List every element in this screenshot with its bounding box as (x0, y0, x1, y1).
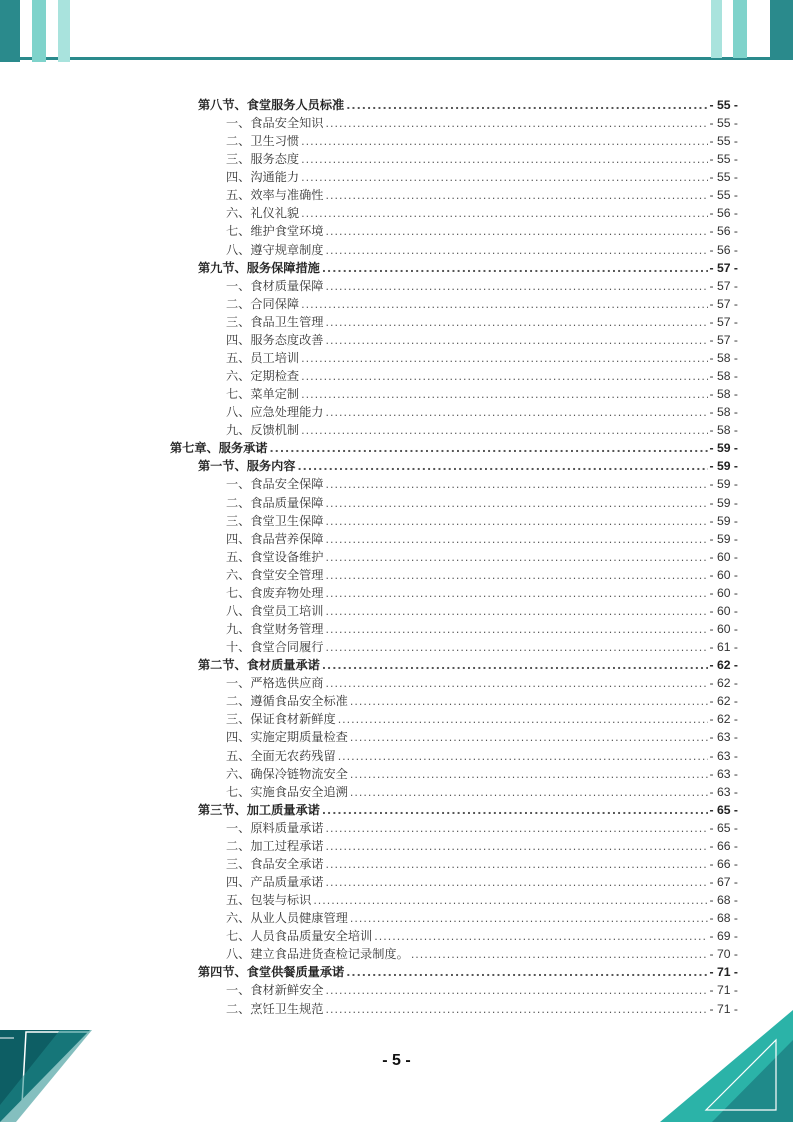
toc-entry-label: 七、食废弃物处理 (226, 585, 324, 600)
toc-entry-label: 第八节、食堂服务人员标准 (198, 98, 345, 112)
toc-dot-leader (326, 513, 708, 530)
toc-subsection-entry[interactable] (226, 873, 738, 891)
toc-entry-page: - 63 - (709, 748, 738, 763)
toc-subsection-entry[interactable] (226, 385, 738, 403)
toc-entry-label: 三、保证食材新鲜度 (226, 712, 336, 727)
toc-entry-label: 五、全面无农药残留 (226, 748, 336, 763)
toc-entry-page: - 55 - (709, 98, 738, 112)
toc-entry-page: - 56 - (709, 224, 738, 239)
toc-entry-label: 二、合同保障 (226, 296, 300, 311)
toc-entry-label: 五、员工培训 (226, 350, 300, 365)
toc-entry-label: 二、遵循食品安全标准 (226, 694, 348, 709)
toc-dot-leader (338, 748, 708, 765)
toc-entry-page: - 59 - (709, 459, 738, 474)
toc-subsection-entry[interactable] (226, 548, 738, 566)
toc-dot-leader (326, 476, 708, 493)
toc-dot-leader (298, 458, 708, 475)
toc-dot-leader (301, 386, 707, 403)
toc-subsection-entry[interactable] (226, 783, 738, 801)
toc-dot-leader (350, 910, 708, 927)
toc-entry-page: - 63 - (709, 730, 738, 745)
toc-entry-page: - 59 - (709, 531, 738, 546)
toc-subsection-entry[interactable] (226, 530, 738, 548)
toc-entry-page: - 55 - (709, 170, 738, 185)
toc-entry-page: - 61 - (709, 640, 738, 655)
toc-subsection-entry[interactable] (226, 222, 738, 240)
toc-section-entry[interactable] (198, 259, 738, 277)
toc-dot-leader (374, 928, 707, 945)
toc-entry-label: 四、沟通能力 (226, 170, 300, 185)
toc-subsection-entry[interactable] (226, 367, 738, 385)
toc-subsection-entry[interactable] (226, 765, 738, 783)
toc-entry-label: 六、确保冷链物流安全 (226, 766, 348, 781)
toc-entry-page: - 60 - (709, 622, 738, 637)
toc-subsection-entry[interactable] (226, 674, 738, 692)
toc-entry-label: 二、卫生习惯 (226, 134, 300, 149)
toc-entry-page: - 62 - (709, 676, 738, 691)
toc-subsection-entry[interactable] (226, 241, 738, 259)
toc-entry-label: 七、实施食品安全追溯 (226, 784, 348, 799)
toc-entry-label: 五、效率与准确性 (226, 188, 324, 203)
toc-subsection-entry[interactable] (226, 421, 738, 439)
toc-entry-label: 四、实施定期质量检查 (226, 730, 348, 745)
toc-subsection-entry[interactable] (226, 819, 738, 837)
toc-entry-label: 第七章、服务承诺 (170, 441, 268, 456)
toc-entry-label: 六、定期检查 (226, 369, 300, 384)
toc-subsection-entry[interactable] (226, 747, 738, 765)
toc-entry-label: 三、食堂卫生保障 (226, 513, 324, 528)
toc-entry-page: - 56 - (709, 206, 738, 221)
toc-subsection-entry[interactable] (226, 277, 738, 295)
toc-dot-leader (350, 784, 708, 801)
toc-entry-label: 七、菜单定制 (226, 387, 300, 402)
toc-subsection-entry[interactable] (226, 475, 738, 493)
toc-subsection-entry[interactable] (226, 620, 738, 638)
toc-entry-label: 六、从业人员健康管理 (226, 911, 348, 926)
toc-entry-label: 一、原料质量承诺 (226, 820, 324, 835)
toc-dot-leader (326, 567, 708, 584)
toc-entry-label: 三、食品卫生管理 (226, 314, 324, 329)
toc-entry-page: - 58 - (709, 350, 738, 365)
toc-dot-leader (326, 820, 708, 837)
toc-entry-label: 二、食品质量保障 (226, 495, 324, 510)
toc-subsection-entry[interactable] (226, 512, 738, 530)
toc-entry-page: - 57 - (709, 296, 738, 311)
toc-entry-label: 四、食品营养保障 (226, 531, 324, 546)
toc-chapter-entry[interactable] (170, 439, 738, 457)
toc-subsection-entry[interactable] (226, 186, 738, 204)
toc-entry-label: 第一节、服务内容 (198, 459, 296, 474)
toc-dot-leader (301, 368, 707, 385)
toc-entry-page: - 70 - (709, 947, 738, 962)
toc-subsection-entry[interactable] (226, 204, 738, 222)
toc-dot-leader (326, 278, 708, 295)
toc-subsection-entry[interactable] (226, 168, 738, 186)
toc-entry-label: 第九节、服务保障措施 (198, 260, 320, 275)
toc-subsection-entry[interactable] (226, 945, 738, 963)
toc-entry-page: - 59 - (709, 513, 738, 528)
toc-dot-leader (326, 404, 708, 421)
toc-entry-page: - 66 - (709, 856, 738, 871)
toc-subsection-entry[interactable] (226, 150, 738, 168)
toc-entry-page: - 63 - (709, 784, 738, 799)
toc-dot-leader (326, 223, 708, 240)
toc-dot-leader (326, 314, 708, 331)
toc-entry-page: - 58 - (709, 405, 738, 420)
toc-dot-leader (322, 802, 708, 819)
toc-entry-label: 九、反馈机制 (226, 423, 300, 438)
toc-entry-label: 第四节、食堂供餐质量承诺 (198, 965, 345, 980)
toc-entry-page: - 58 - (709, 369, 738, 384)
toc-subsection-entry[interactable] (226, 602, 738, 620)
toc-dot-leader (326, 115, 708, 132)
toc-entry-page: - 65 - (709, 820, 738, 835)
toc-dot-leader (346, 97, 707, 114)
toc-entry-page: - 67 - (709, 875, 738, 889)
toc-subsection-entry[interactable] (226, 927, 738, 945)
toc-entry-label: 六、食堂安全管理 (226, 567, 324, 582)
toc-entry-label: 六、礼仪礼貌 (226, 206, 300, 221)
toc-entry-page: - 68 - (709, 893, 738, 908)
toc-entry-page: - 63 - (709, 766, 738, 781)
toc-section-entry[interactable] (198, 801, 738, 819)
toc-entry-label: 四、产品质量承诺 (226, 875, 324, 889)
toc-dot-leader (301, 169, 707, 186)
toc-dot-leader (326, 585, 708, 602)
toc-entry-page: - 55 - (709, 116, 738, 131)
toc-dot-leader (322, 657, 708, 674)
toc-entry-page: - 60 - (709, 567, 738, 582)
toc-entry-label: 一、严格选供应商 (226, 676, 324, 691)
toc-subsection-entry[interactable] (226, 331, 738, 349)
toc-entry-label: 二、加工过程承诺 (226, 838, 324, 853)
toc-entry-page: - 60 - (709, 603, 738, 618)
toc-dot-leader (350, 729, 708, 746)
toc-subsection-entry[interactable] (226, 403, 738, 421)
toc-entry-page: - 55 - (709, 188, 738, 203)
toc-entry-page: - 55 - (709, 152, 738, 167)
toc-subsection-entry[interactable] (226, 855, 738, 873)
toc-entry-page: - 68 - (709, 911, 738, 926)
toc-dot-leader (326, 531, 708, 548)
toc-dot-leader (301, 350, 707, 367)
toc-dot-leader (411, 946, 708, 963)
toc-entry-label: 八、食堂员工培训 (226, 603, 324, 618)
toc-entry-page: - 71 - (709, 983, 738, 998)
toc-entry-page: - 59 - (709, 477, 738, 492)
toc-subsection-entry[interactable] (226, 584, 738, 602)
toc-entry-label: 第三节、加工质量承诺 (198, 802, 320, 817)
toc-subsection-entry[interactable] (226, 114, 738, 132)
toc-entry-page: - 60 - (709, 585, 738, 600)
toc-entry-page: - 57 - (709, 278, 738, 293)
toc-entry-page: - 66 - (709, 838, 738, 853)
toc-entry-page: - 62 - (709, 694, 738, 709)
toc-entry-page: - 57 - (709, 332, 738, 347)
toc-subsection-entry[interactable] (226, 494, 738, 512)
toc-entry-label: 五、包装与标识 (226, 893, 312, 908)
toc-dot-leader (301, 205, 707, 222)
toc-entry-label: 一、食品安全知识 (226, 116, 324, 131)
toc-dot-leader (326, 874, 708, 891)
toc-dot-leader (326, 332, 708, 349)
toc-entry-label: 九、食堂财务管理 (226, 622, 324, 637)
toc-entry-label: 十、食堂合同履行 (226, 640, 324, 655)
toc-entry-page: - 57 - (709, 314, 738, 329)
toc-dot-leader (326, 856, 708, 873)
toc-entry-label: 五、食堂设备维护 (226, 549, 324, 564)
toc-dot-leader (326, 982, 708, 999)
toc-dot-leader (350, 766, 708, 783)
toc-entry-label: 一、食材新鲜安全 (226, 983, 324, 998)
toc-section-entry[interactable] (198, 457, 738, 475)
toc-entry-page: - 62 - (709, 712, 738, 727)
toc-entry-page: - 71 - (709, 965, 738, 980)
toc-dot-leader (326, 549, 708, 566)
toc-entry-label: 七、人员食品质量安全培训 (226, 929, 373, 944)
toc-section-entry[interactable] (198, 656, 738, 674)
toc-subsection-entry[interactable] (226, 566, 738, 584)
toc-entry-label: 一、食材质量保障 (226, 278, 324, 293)
toc-dot-leader (326, 639, 708, 656)
toc-entry-label: 八、建立食品进货查检记录制度。 (226, 947, 409, 962)
toc-entry-page: - 58 - (709, 387, 738, 402)
toc-subsection-entry[interactable] (226, 638, 738, 656)
toc-subsection-entry[interactable] (226, 837, 738, 855)
header-rule (0, 57, 793, 60)
toc-dot-leader (326, 838, 708, 855)
toc-section-entry[interactable] (198, 963, 738, 981)
toc-entry-page: - 59 - (709, 495, 738, 510)
toc-entry-label: 第二节、食材质量承诺 (198, 658, 320, 673)
toc-subsection-entry[interactable] (226, 710, 738, 728)
toc-subsection-entry[interactable] (226, 692, 738, 710)
toc-dot-leader (346, 964, 707, 981)
toc-dot-leader (313, 892, 707, 909)
toc-entry-label: 七、维护食堂环境 (226, 224, 324, 239)
toc-entry-label: 三、服务态度 (226, 152, 300, 167)
toc-dot-leader (326, 242, 708, 259)
toc-entry-page: - 62 - (709, 658, 738, 673)
toc-subsection-entry[interactable] (226, 313, 738, 331)
toc-entry-label: 三、食品安全承诺 (226, 856, 324, 871)
toc-dot-leader (301, 133, 707, 150)
toc-entry-label: 四、服务态度改善 (226, 332, 324, 347)
toc-dot-leader (301, 151, 707, 168)
toc-subsection-entry[interactable] (226, 981, 738, 999)
toc-dot-leader (326, 495, 708, 512)
toc-subsection-entry[interactable] (226, 728, 738, 746)
toc-subsection-entry[interactable] (226, 909, 738, 927)
toc-dot-leader (322, 260, 708, 277)
toc-dot-leader (326, 621, 708, 638)
toc-entry-label: 八、应急处理能力 (226, 405, 324, 420)
toc-dot-leader (326, 603, 708, 620)
toc-entry-label: 八、遵守规章制度 (226, 242, 324, 257)
toc-entry-page: - 60 - (709, 549, 738, 564)
toc-entry-page: - 69 - (709, 929, 738, 944)
toc-dot-leader (338, 711, 708, 728)
toc-entry-page: - 71 - (709, 1001, 738, 1016)
toc-dot-leader (326, 675, 708, 692)
toc-entry-page: - 59 - (709, 441, 738, 456)
toc-dot-leader (301, 422, 707, 439)
toc-subsection-entry[interactable] (226, 891, 738, 909)
toc-entry-page: - 55 - (709, 134, 738, 149)
toc-section-entry[interactable] (198, 96, 738, 114)
toc-subsection-entry[interactable] (226, 295, 738, 313)
toc-entry-page: - 65 - (709, 802, 738, 817)
toc-dot-leader (326, 187, 708, 204)
page-number: - 5 - (382, 1052, 411, 1069)
toc-subsection-entry[interactable] (226, 349, 738, 367)
toc-entry-page: - 58 - (709, 423, 738, 438)
toc-entry-label: 二、烹饪卫生规范 (226, 1001, 324, 1016)
toc-subsection-entry[interactable] (226, 132, 738, 150)
toc-entry-page: - 57 - (709, 260, 738, 275)
toc-entry-label: 一、食品安全保障 (226, 477, 324, 492)
toc-dot-leader (270, 440, 708, 457)
toc-dot-leader (301, 296, 707, 313)
toc-entry-page: - 56 - (709, 242, 738, 257)
toc-dot-leader (350, 693, 708, 710)
